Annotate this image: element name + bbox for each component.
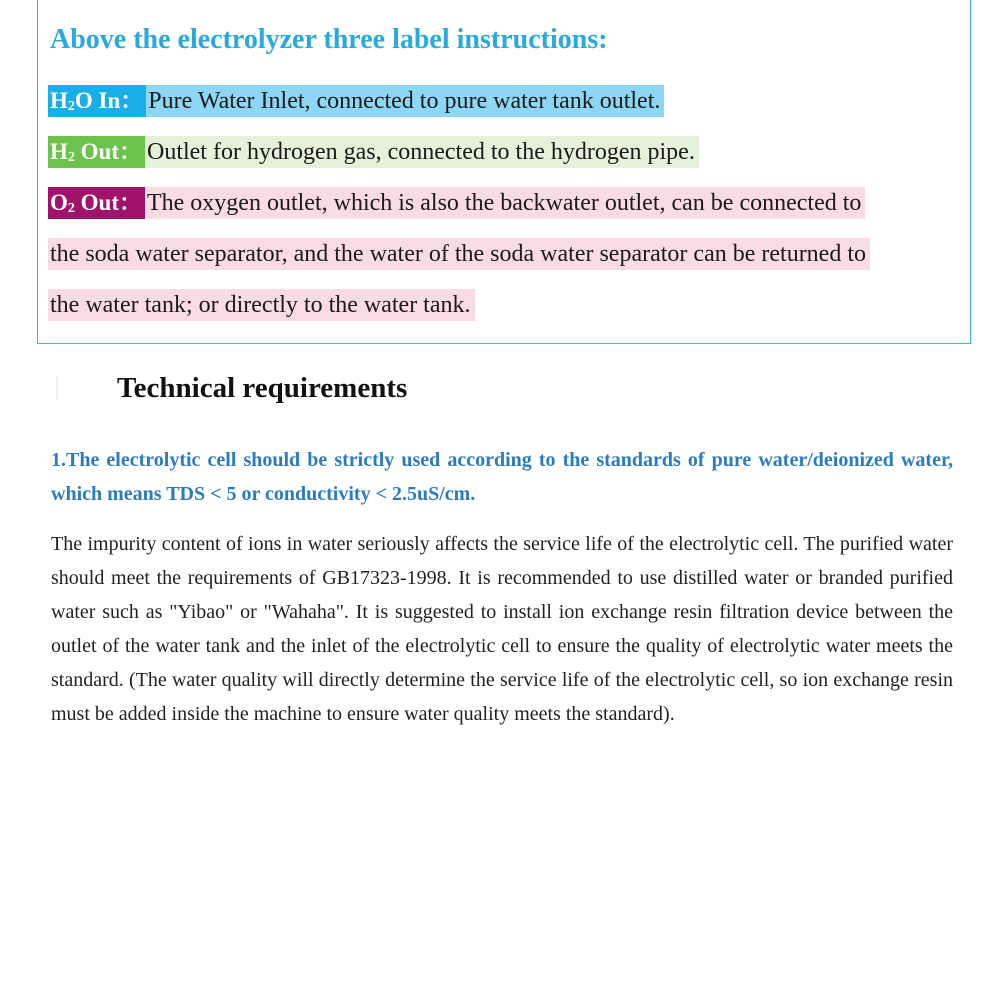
tag-text: H	[50, 139, 68, 164]
tag-text-rest: O In：	[74, 88, 144, 113]
h2-out-description: Outlet for hydrogen gas, connected to the hydrogen pipe.	[145, 136, 699, 168]
o2-out-description-line-2: the soda water separator, and the water of the soda water separator can be returned to	[48, 238, 870, 270]
tag-text-rest: Out：	[74, 190, 142, 215]
label-h2-out	[48, 136, 699, 168]
tag-subscript: 2	[67, 201, 75, 216]
tag-text: O	[50, 190, 68, 215]
tag-subscript: 2	[67, 150, 75, 165]
h2-out-tag	[48, 136, 145, 168]
label-o2-out	[48, 187, 865, 219]
label-h2o-in	[48, 85, 664, 117]
o2-out-continuation-1	[48, 238, 870, 270]
requirement-1-body: The impurity content of ions in water seriously affects the service life of the electrolytic cell. The purified water should meet the requirements of GB17323-1998. It is recommended to use distilled water or branded purified water such as "Yibao" or "Wahaha". It is suggested to install ion exchange resin filtration device between the outlet of the water tank and the inlet of the electrolytic cell to ensure the quality of electrolytic water meets the standard. (The water quality will directly determine the service life of the electrolytic cell, so ion exchange resin must be added inside the machine to ensure water quality meets the standard).	[51, 533, 953, 725]
tag-text-rest: Out：	[74, 139, 142, 164]
o2-out-continuation-2	[48, 289, 475, 321]
tag-subscript: 2	[67, 99, 75, 114]
label-instructions-title: Above the electrolyzer three label instructions:	[50, 24, 608, 55]
requirement-1-title: 1.The electrolytic cell should be strictly used according to the standards of pure water/deionized water, which means TDS < 5 or conductivity < 2.5uS/cm.	[51, 449, 953, 505]
o2-out-description-line-1: The oxygen outlet, which is also the backwater outlet, can be connected to	[145, 187, 865, 219]
o2-out-description-line-3: the water tank; or directly to the water tank.	[48, 289, 475, 321]
section-decoration	[56, 376, 76, 400]
tag-text: H	[50, 88, 68, 113]
h2o-in-description: Pure Water Inlet, connected to pure water tank outlet.	[146, 85, 664, 117]
technical-requirements-heading: Technical requirements	[117, 372, 408, 404]
h2o-in-tag	[48, 85, 146, 117]
o2-out-tag	[48, 187, 145, 219]
